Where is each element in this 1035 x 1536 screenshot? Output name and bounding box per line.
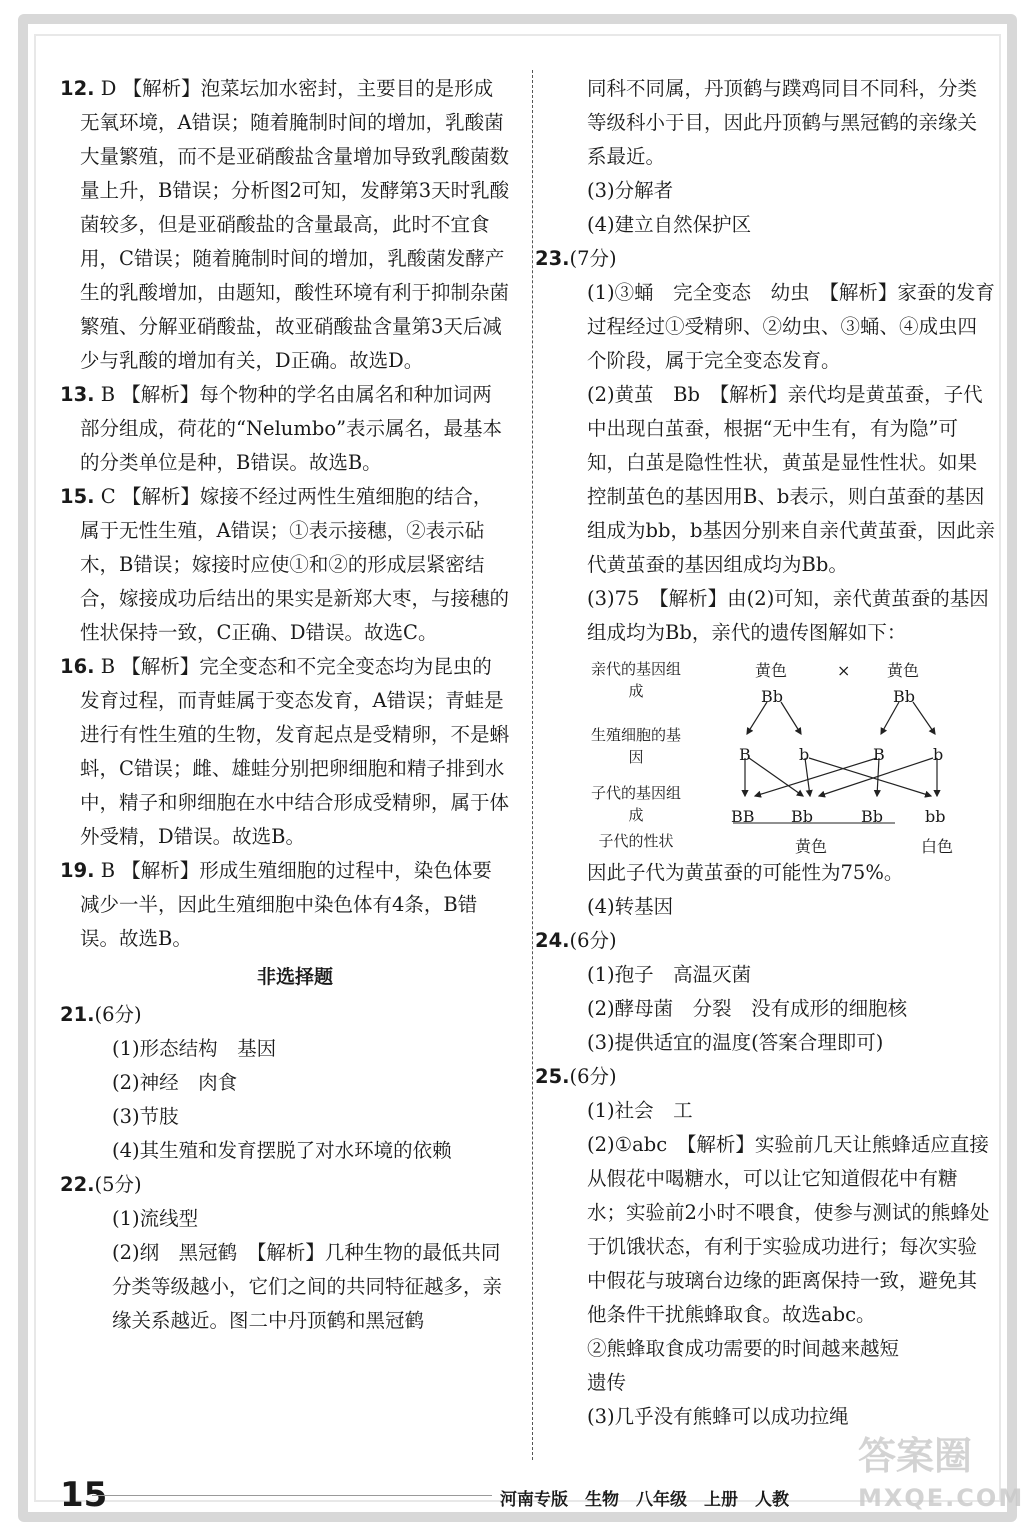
parent-trait: 黄色 [755,661,788,680]
footer-text: 河南专版 生物 八年级 上册 人教 [500,1490,789,1510]
answer-continuation: 同科不同属，丹顶鹤与蹼鸡同目不同科，分类等级科小于目，因此丹顶鹤与黑冠鹤的亲缘关系最近。 [587,77,978,168]
page-number: 15 [60,1475,108,1515]
answer-line: (2)酵母菌 分裂 没有成形的细胞核 [587,997,908,1020]
question-number: 24. [535,929,570,952]
question-number: 25. [535,1065,570,1088]
answer-line: (3)节肢 [112,1105,179,1128]
answer-text: B 【解析】形成生殖细胞的过程中，染色体要减少一半，因此生殖细胞中染色体有4条，B错误。故选B。 [80,859,492,950]
answer-line: (1)流线型 [112,1207,199,1230]
question-number: 21. [60,1003,95,1026]
question-16 [60,650,510,854]
gamete: b [933,745,944,764]
offspring-trait: 白色 [921,837,954,856]
row-label: 子代的基因组成 [591,784,682,824]
answer-line: (2)神经 肉食 [112,1071,238,1094]
question-19 [60,854,510,956]
question-score: (7分) [569,247,617,270]
row-label: 生殖细胞的基因 [591,726,682,766]
answer-line: (3)提供适宜的温度(答案合理即可) [587,1031,884,1054]
answer-line: (4)其生殖和发育摆脱了对水环境的依赖 [112,1139,452,1162]
answer-text: B 【解析】完全变态和不完全变态均为昆虫的发育过程，而青蛙属于变态发育，A错误；青蛙是进行有性生殖的生物，发育起点是受精卵，不是蝌蚪，C错误；雌、雄蛙分别把卵细胞和精子排到水中，精子和卵细胞在水中结合形成受精卵，属于体外受精，D错误。故选B。 [80,655,510,848]
question-number: 23. [535,247,570,270]
watermark-sub: MXQE.COM [858,1484,1025,1512]
left-column [60,72,510,1338]
parent-trait: 黄色 [887,661,920,680]
question-25 [535,1060,995,1094]
watermark-main: 答案圈 [858,1434,973,1478]
gamete: B [873,745,885,764]
answer-line: (4)建立自然保护区 [587,213,752,236]
question-score: (6分) [569,1065,617,1088]
question-number: 16. [60,655,95,678]
question-number: 12. [60,77,95,100]
question-22 [60,1168,510,1202]
right-column [535,72,995,1434]
footer-rule [92,1495,492,1496]
question-score: (5分) [94,1173,142,1196]
question-number: 13. [60,383,95,406]
question-number: 15. [60,485,95,508]
question-13 [60,378,510,480]
offspring-genotype: Bb [861,807,883,826]
answer-line: ②熊蜂取食成功需要的时间越来越短 [587,1337,900,1360]
question-score: (6分) [569,929,617,952]
offspring-genotype: Bb [791,807,813,826]
cross-symbol: × [837,661,851,680]
answer-line: 因此子代为黄茧蚕的可能性为75%。 [587,861,904,884]
question-15 [60,480,510,650]
answer-line: 遗传 [587,1371,627,1394]
row-label: 子代的性状 [598,832,674,850]
parent-genotype: Bb [893,687,915,706]
watermark-logo [858,1435,1024,1519]
answer-line: (2)纲 黑冠鹤 【解析】几种生物的最低共同分类等级越小，它们之间的共同特征越多，亲缘关系越近。图二中丹顶鹤和黑冠鹤 [112,1241,503,1332]
answer-line: (3)几乎没有熊蜂可以成功拉绳 [587,1405,849,1428]
section-title: 非选择题 [256,966,333,988]
answer-text: B 【解析】每个物种的学名由属名和种加词两部分组成，荷花的“Nelumbo”表示属名，最基本的分类单位是种，B错误。故选B。 [80,383,503,474]
answer-line: (1)孢子 高温灭菌 [587,963,752,986]
question-score: (6分) [94,1003,142,1026]
offspring-genotype: BB [731,807,755,826]
question-12 [60,72,510,378]
answer-line: (2)黄茧 Bb 【解析】亲代均是黄茧蚕，子代中出现白茧蚕，根据“无中生有，有为隐”可知，白茧是隐性性状，黄茧是显性性状。如果控制茧色的基因用B、b表示，则白茧蚕的基因组成为bb，b基因分别来自亲代黄茧蚕，因此亲代黄茧蚕的基因组成均为Bb。 [587,383,995,576]
gamete: B [739,745,751,764]
question-number: 19. [60,859,95,882]
question-21 [60,998,510,1032]
answer-line: (1)③蛹 完全变态 幼虫 【解析】家蚕的发育过程经过①受精卵、②幼虫、③蛹、④成虫四个阶段，属于完全变态发育。 [587,281,995,372]
genetic-diagram [555,654,995,854]
answer-line: (3)分解者 [587,179,674,202]
gamete: b [799,745,810,764]
question-number: 22. [60,1173,95,1196]
column-divider [532,70,533,1460]
offspring-genotype: bb [925,807,946,826]
row-label: 亲代的基因组成 [591,660,682,700]
answer-text: D 【解析】泡菜坛加水密封，主要目的是形成无氧环境，A错误；随着腌制时间的增加，乳酸菌大量繁殖，而不是亚硝酸盐含量增加导致乳酸菌数量上升，B错误；分析图2可知，发酵第3天时乳酸菌较多，但是亚硝酸盐的含量最高，此时不宜食用，C错误；随着腌制时间的增加，乳酸菌发酵产生的乳酸增加，由题知，酸性环境有利于抑制杂菌繁殖、分解亚硝酸盐，故亚硝酸盐含量第3天后减少与乳酸的增加有关，D正确。故选D。 [80,77,510,372]
offspring-trait: 黄色 [795,837,828,856]
answer-line: (4)转基因 [587,895,674,918]
parent-genotype: Bb [761,687,783,706]
answer-line: (3)75 【解析】由(2)可知，亲代黄茧蚕的基因组成均为Bb，亲代的遗传图解如下： [587,587,989,644]
answer-line: (1)社会 工 [587,1099,693,1122]
answer-text: C 【解析】嫁接不经过两性生殖细胞的结合，属于无性生殖，A错误；①表示接穗，②表示砧木，B错误；嫁接时应使①和②的形成层紧密结合，嫁接成功后结出的果实是新郑大枣，与接穗的性状保持一致，C正确、D错误。故选C。 [80,485,510,644]
question-23 [535,242,995,276]
answer-line: (2)①abc 【解析】实验前几天让熊蜂适应直接从假花中喝糖水，可以让它知道假花中有糖水；实验前2小时不喂食，使参与测试的熊蜂处于饥饿状态，有利于实验成功进行；每次实验中假花与玻璃台边缘的距离保持一致，避免其他条件干扰熊蜂取食。故选abc。 [587,1133,990,1326]
question-24 [535,924,995,958]
answer-line: (1)形态结构 基因 [112,1037,277,1060]
